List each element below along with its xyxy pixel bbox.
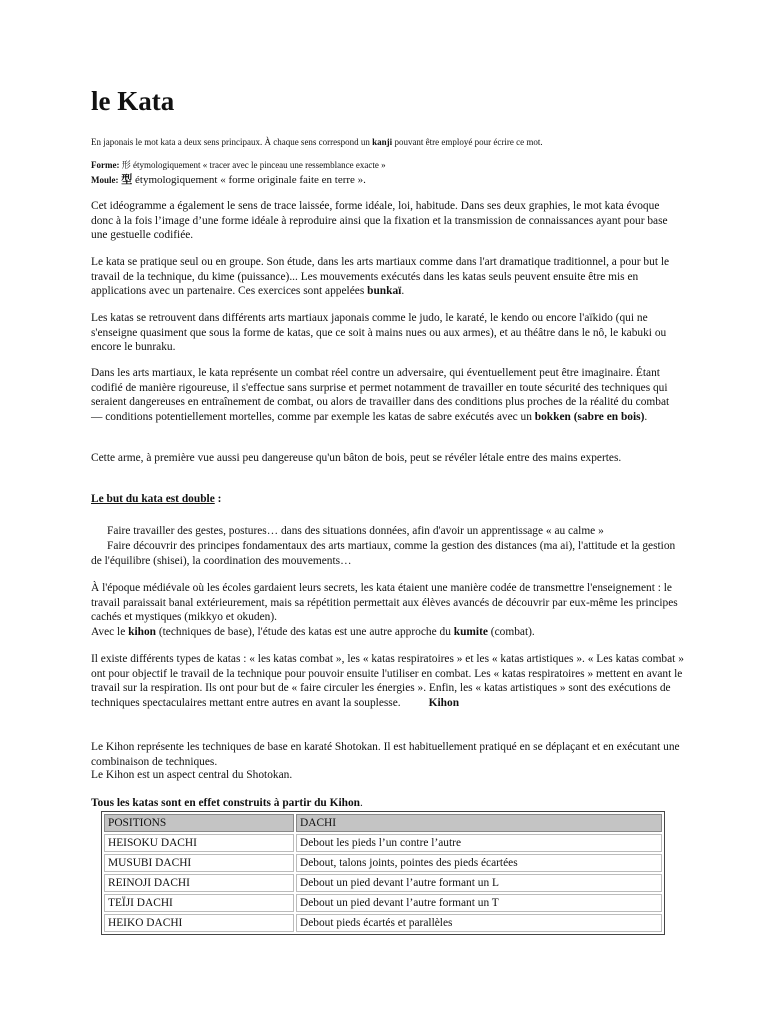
bunkai-term: bunkaï [367, 285, 402, 298]
intro-paragraph [91, 136, 681, 148]
paragraph-arme: Cette arme, à première vue aussi peu dangereuse qu'un bâton de bois, peut se révéler létale entre des mains expertes. [91, 452, 622, 464]
paragraph-pratique [91, 255, 681, 299]
but-heading-colon: : [214, 493, 222, 505]
page-title: le Kata [91, 86, 175, 116]
paragraph-kihon-central: Le Kihon est un aspect central du Shotokan. [91, 769, 293, 781]
table-header-row [104, 814, 662, 832]
pratique-text: Le kata se pratique seul ou en groupe. Son étude, dans les arts martiaux comme dans l'art dramatique traditionnel, a pour but le travail de la technique, du kime (puissance)... Les mouvements exécutés dans les katas seuls peuvent ensuite être mis en applications avec un partenaire. Ces exercices sont appelées [91, 256, 670, 298]
table-row [104, 914, 662, 932]
moule-char: 型 [121, 174, 133, 186]
intro-text-a: En japonais le mot kata a deux sens principaux. À chaque sens correspond un [91, 137, 373, 147]
paragraph-combat-reel [91, 366, 681, 425]
forme-label: Forme: [91, 160, 120, 170]
but-item-2-text: Faire découvrir des principes fondamentaux des arts martiaux, comme la gestion des distances (ma ai), l'attitude et la gestion de l'équilibre (shisei), la coordination des mouvements… [91, 540, 676, 567]
but-heading [91, 492, 681, 507]
combat-text: Dans les arts martiaux, le kata représente un combat réel contre un adversaire, qui éventuellement peut être imaginaire. Étant codifié de manière rigoureuse, il s'effectue sans surprise et permet notamment de travailler en toute sécurité des techniques qui seraient dangereuses en entraînement de combat, ou alors de travailler dans des conditions plus proches de la réalité du combat — conditions potentiellement mortelles, comme par exemple les katas de sabre exécutés avec un [91, 367, 670, 424]
paragraph-types-katas [91, 652, 685, 711]
table-row [104, 834, 662, 852]
but-item-1: Faire travailler des gestes, postures… dans des situations données, afin d'avoir un apprentissage « au calme » [107, 525, 604, 537]
combat-end: . [644, 411, 648, 424]
kihon-text-a: Avec le [91, 626, 129, 638]
paragraph-ideogramme: Cet idéogramme a également le sens de trace laissée, forme idéale, loi, habitude. Dans ses deux graphies, le mot kata évoque donc à la fois l’image d’une forme idéale à reproduire ainsi que la fixation et la transmission de connaissances ayant pour base une gestuelle codifiée. [91, 200, 668, 242]
forme-text: étymologiquement « tracer avec le pinceau une ressemblance exacte » [130, 160, 386, 170]
header-positions: POSITIONS [104, 814, 294, 832]
position-description: Debout les pieds l’un contre l’autre [296, 834, 662, 852]
position-name: HEIKO DACHI [104, 914, 294, 932]
position-description: Debout un pied devant l’autre formant un T [296, 894, 662, 912]
dachi-table [101, 811, 665, 935]
paragraph-tous-katas [91, 796, 681, 811]
kihon-text-c: (combat). [487, 626, 535, 638]
paragraph-epoque: À l'époque médiévale où les écoles gardaient leurs secrets, les kata étaient une manière codée de transmettre l'enseignement : le travail paraissait banal extérieurement, mais sa répétition permettait aux élèves avancés de découvrir par eux-même les principes cachés et mystiques (mikkyo et okuden). [91, 582, 678, 624]
kihon-term: kihon [128, 626, 156, 638]
bokken-term: bokken (sabre en bois) [534, 411, 645, 424]
table-row [104, 894, 662, 912]
position-description: Debout un pied devant l’autre formant un L [296, 874, 662, 892]
position-description: Debout, talons joints, pointes des pieds écartées [296, 854, 662, 872]
table-row [104, 874, 662, 892]
position-name: MUSUBI DACHI [104, 854, 294, 872]
types-katas-text: Il existe différents types de katas : « les katas combat », les « katas respiratoires » et les « katas artistiques ». « Les katas combat » ont pour objectif le travail de la technique pour pouvoir ensuite l'utiliser en combat. Les « katas respiratoires » mettent en avant le travail sur la respiration. Ils ont pour but de « faire circuler les énergies ». Enfin, les « katas artistiques » sont des exécutions de techniques spectaculaires mettant entre autres en avant la souplesse. [91, 653, 684, 710]
forme-char: 形 [121, 160, 131, 170]
but-heading-text: Le but du kata est double [91, 493, 215, 505]
paragraph-arts-martiaux: Les katas se retrouvent dans différents arts martiaux japonais comme le judo, le karaté, le kendo ou encore l'aïkido (qui ne s'enseigne quasiment que sous la forme de katas, que ce soit à mains nues ou aux armes), et au théâtre dans le nô, le kabuki ou encore le bunraku. [91, 312, 667, 354]
table-row [104, 854, 662, 872]
pratique-end: . [401, 285, 405, 298]
position-name: HEISOKU DACHI [104, 834, 294, 852]
forme-line [91, 159, 681, 171]
paragraph-kihon-desc: Le Kihon représente les techniques de base en karaté Shotokan. Il est habituellement pratiqué en se déplaçant et en exécutant une combinaison de techniques. [91, 741, 680, 768]
header-dachi: DACHI [296, 814, 662, 832]
tous-katas-text: Tous les katas sont en effet construits à partir du Kihon [91, 797, 360, 809]
position-description: Debout pieds écartés et parallèles [296, 914, 662, 932]
tous-katas-end: . [359, 797, 363, 809]
but-item-2 [91, 539, 681, 568]
moule-label: Moule: [91, 175, 119, 185]
position-name: REINOJI DACHI [104, 874, 294, 892]
paragraph-kihon-kumite [91, 625, 681, 640]
intro-text-b: pouvant être employé pour écrire ce mot. [392, 137, 543, 147]
kihon-text-b: (techniques de base), l'étude des katas est une autre approche du [155, 626, 454, 638]
kihon-heading: Kihon [428, 697, 460, 710]
kumite-term: kumite [453, 626, 488, 638]
moule-text: étymologiquement « forme originale faite en terre ». [132, 174, 366, 186]
position-name: TEÏJI DACHI [104, 894, 294, 912]
moule-line [91, 173, 681, 188]
intro-kanji: kanji [372, 137, 393, 147]
